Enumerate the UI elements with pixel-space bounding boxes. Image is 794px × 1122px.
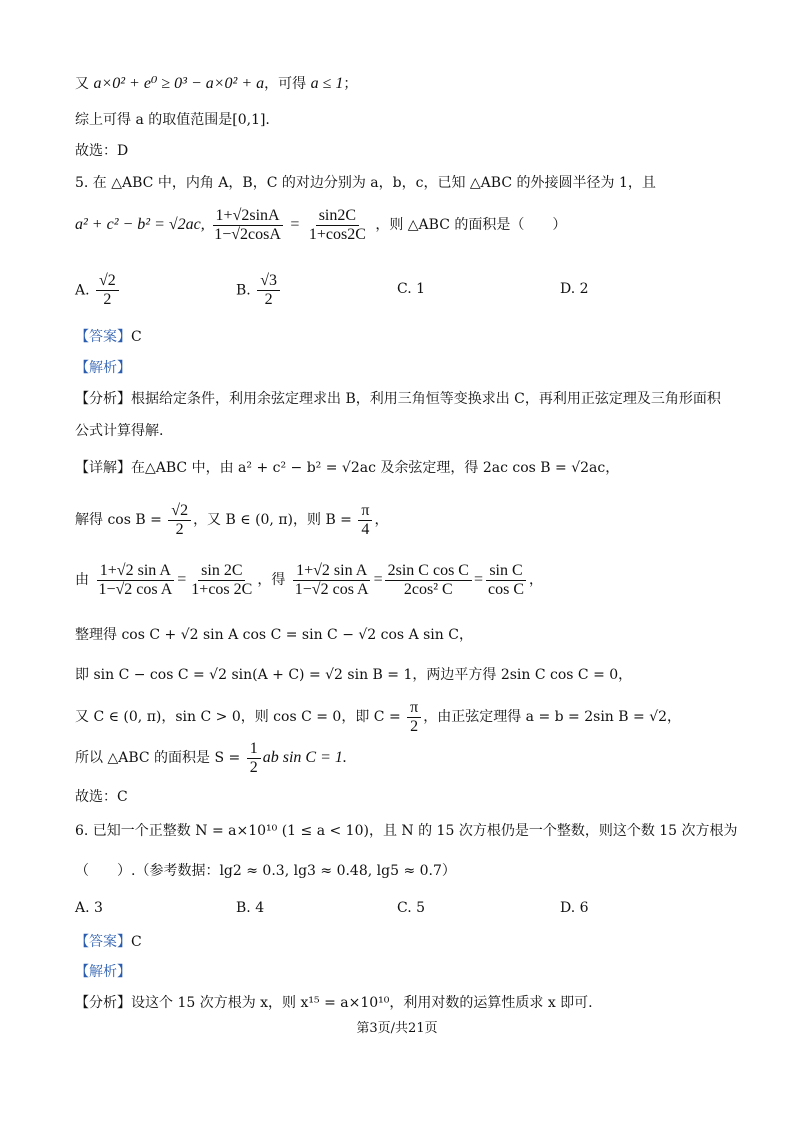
option-letter: B. [236,282,251,299]
question-5-equation: a² + c² − b² = √2ac, $\frac{1+√2\sin A}{1-√2\cos A}$ = $\frac{\sin 2C}{1+\cos 2C}$ ，则 △ABC 的面积是（ ） [75,206,567,243]
fraction [211,207,284,244]
answer-line [75,327,142,347]
denominator: 1−√2 cos A [98,580,173,598]
fraction [292,562,372,599]
text: ， [374,512,389,528]
detail-line-3: 由 $\frac{\text{1+√2 sin A}}{\text{1−√2 cos A}}$ = $\frac{\sin 2C}{1+\cos 2C}$ ，得 $\frac{\text{1+√2 sin A}}{\text{1−√2 cos A}}$ = $\frac{\text{2sin C cos C}}{\text{2cos² C}}$ = $\frac{\text{sin C}}{\text{cos C}}$ ， [75,561,543,598]
fraction [407,699,421,736]
answer-label: 【答案】 [75,934,131,950]
analysis-line [75,389,721,409]
option-d [560,900,589,916]
text: ，得 [257,572,286,588]
option-letter: D. [560,281,576,297]
detail-line-7 [75,738,347,778]
fraction [168,502,191,539]
option-a [75,900,103,916]
detail-line-2 [75,500,388,540]
option-letter: C. [397,281,412,297]
numerator: √2 [168,502,191,521]
analysis-line [75,993,593,1013]
numerator: sin 2C [198,562,245,581]
text-line [75,74,357,94]
math-expression: a² + c² − b² = √2ac, [75,216,205,233]
text: 又 C ∈ (0, π)，sin C > 0，则 cos C = 0，即 C = [75,709,401,725]
text: 在△ABC 中，由 a² + c² − b² = √2ac 及余弦定理，得 2ac cos B = √2ac， [131,460,620,476]
fraction [485,562,527,599]
text: 又 [75,76,89,92]
text: ， [529,572,543,588]
detail-line-5: 即 sin C − cos C = √2 sin(A + C) = √2 sin B = 1，两边平方得 2sin C cos C = 0， [75,667,633,683]
option-a [75,272,121,309]
question-6-stem: 6. 已知一个正整数 N = a×10¹⁰ (1 ≤ a < 10)，且 N 的 15 次方根仍是一个整数，则这个数 15 次方根为 [75,823,738,839]
numerator: 1+√2 sin A [293,562,370,581]
denominator: 2 [410,717,419,735]
math-expression: a ≤ 1 [310,75,344,92]
fraction [358,502,372,539]
answer-label: 【答案】 [75,329,131,345]
text: 所以 △ABC 的面积是 S = [75,750,241,766]
numerator: 1+√2 sin A [97,562,174,581]
text: ，则 △ABC 的面积是（ ） [375,217,567,233]
answer-line [75,932,142,952]
denominator: 2 [103,291,112,308]
denominator: 2cos² C [403,580,453,598]
option-c [397,281,425,297]
option-letter: A. [75,900,90,916]
denominator: 1+cos 2C [191,580,253,598]
text: 根据给定条件，利用余弦定理求出 B，利用三角恒等变换求出 C，再利用正弦定理及三角形面积 [131,391,721,407]
jiexi-label: 【解析】 [75,360,131,376]
text: 解得 cos B = [75,512,162,528]
jiexi-label: 【解析】 [75,964,131,980]
answer-value: C [131,934,142,950]
numerator: π [358,502,372,521]
denominator: 2 [249,758,258,776]
text: 设这个 15 次方根为 x，则 x¹⁵ = a×10¹⁰，利用对数的运算性质求 x 即可. [131,995,593,1011]
math-expression: a×0² + e⁰ ≥ 0³ − a×0² + a [93,75,265,92]
denominator: 1−√2 cos A [294,580,369,598]
choice-line: 故选：D [75,143,129,159]
denominator: cos C [488,580,524,598]
option-value: 5 [416,900,426,916]
numerator: 1+√2sinA [213,207,283,226]
numerator: 1 [247,740,261,759]
fraction [247,740,261,777]
option-letter: C. [397,900,412,916]
option-value: 1 [416,281,426,297]
option-letter: D. [560,900,576,916]
option-d [560,281,589,297]
fraction [96,272,119,309]
option-b [236,900,264,916]
option-b [236,272,282,309]
analysis-label: 【分析】 [75,391,131,407]
text: ； [343,76,358,92]
analysis-line-2: 公式计算得解. [75,423,164,439]
denominator: 4 [361,520,370,538]
fraction [306,207,369,244]
math-expression: ab sin C = 1. [262,749,347,766]
option-c [397,900,425,916]
option-value: 2 [579,281,589,297]
summary-line: 综上可得 a 的取值范围是[0,1]. [75,112,270,128]
option-letter: A. [75,282,90,299]
numerator: 2sin C cos C [385,562,472,581]
numerator: π [407,699,421,718]
detail-line-4: 整理得 cos C + √2 sin A cos C = sin C − √2 cos A sin C， [75,627,473,643]
text: ，由正弦定理得 a = b = 2sin B = √2， [423,709,682,725]
question-6-stem-2: （ ）.（参考数据：lg2 ≈ 0.3, lg3 ≈ 0.48, lg5 ≈ 0.7） [75,863,456,879]
fraction [385,562,472,599]
text: 由 [75,572,89,588]
question-5-stem: 5. 在 △ABC 中，内角 A，B，C 的对边分别为 a，b，c，已知 △ABC 的外接圆半径为 1，且 [75,175,656,191]
detail-line-6 [75,697,681,737]
option-letter: B. [236,900,251,916]
fraction [95,562,175,599]
numerator: sin C [486,562,525,581]
fraction [257,272,280,309]
denominator: 1−√2cosA [214,225,281,243]
fraction [188,562,255,599]
text: ，又 B ∈ (0, π)，则 B = [193,512,352,528]
numerator: sin2C [316,207,359,226]
option-value: 6 [579,900,589,916]
option-value: 4 [255,900,265,916]
numerator: √3 [257,272,280,291]
option-value: 3 [94,900,103,916]
answer-value: C [131,329,142,345]
denominator: 1+cos2C [308,225,366,243]
text: ，可得 [264,76,307,92]
analysis-label: 【分析】 [75,995,131,1011]
choice-line: 故选：C [75,789,128,805]
numerator: √2 [96,272,119,291]
denominator: 2 [175,520,184,538]
detail-line-1 [75,458,619,478]
denominator: 2 [264,291,273,308]
page-footer: 第3页/共21页 [356,1021,438,1036]
detail-label: 【详解】 [75,460,131,476]
